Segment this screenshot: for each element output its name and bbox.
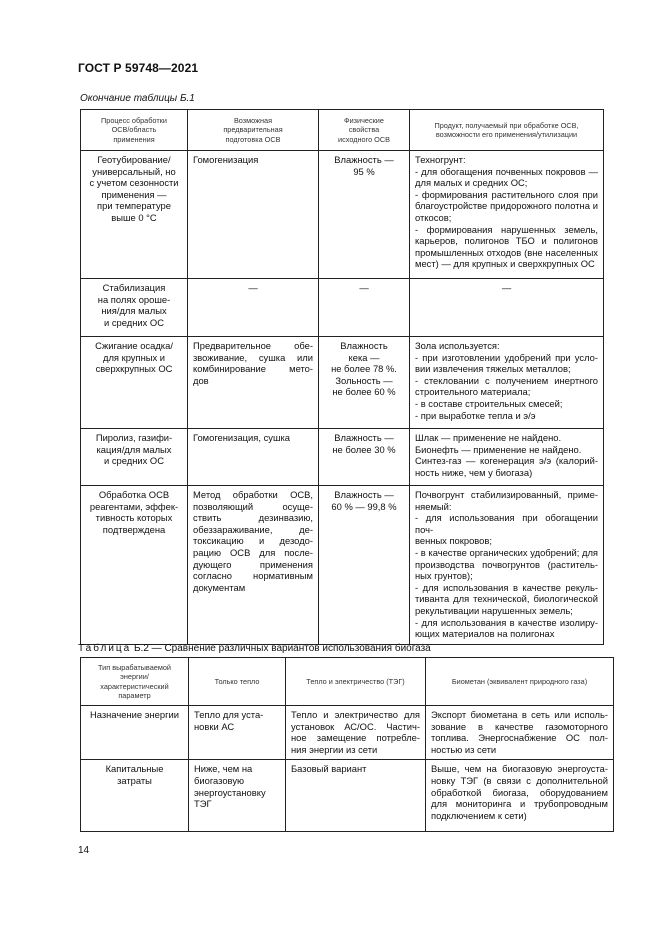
table-row <box>81 706 614 760</box>
cell-line: при температуре <box>97 200 171 212</box>
cell-line: - для использования в качестве рекуль- <box>415 581 598 593</box>
cell-line: не более 60 % <box>332 386 396 398</box>
cell-line: откосов; <box>415 211 452 223</box>
cell-line: тивность которых <box>95 512 173 524</box>
cell-product <box>410 486 604 645</box>
cell-line: Метод обработки ОСВ, <box>193 489 313 500</box>
cell-line: няемый: <box>415 500 452 512</box>
cell-preparation <box>188 337 319 429</box>
cell-preparation <box>188 429 319 486</box>
header-energy-type <box>81 658 189 706</box>
cell-process <box>81 486 188 645</box>
cell-line: для мониторинга и трубопроводным <box>431 798 608 810</box>
cell-line: Возможная <box>233 115 273 125</box>
cell-line: согласно нормативным <box>193 570 313 582</box>
cell-line: 60 % — 99,8 % <box>331 500 397 512</box>
cell-line: и средних ОС <box>104 316 164 328</box>
table-row <box>81 337 604 429</box>
cell-properties <box>319 429 410 486</box>
cell-line: сверхкрупных ОС <box>95 363 173 375</box>
cell-line: с учетом сезонности <box>89 177 179 189</box>
table2-header-row <box>81 658 614 706</box>
cell-line: мест) — для крупных и сверхкрупных ОС <box>415 258 595 270</box>
cell-line: карьеров, полигонов ТБО и полигонов <box>415 235 598 247</box>
cell-line: тиванта для технической, биологической <box>415 593 598 605</box>
cell-line: не более 78 %. <box>331 363 397 375</box>
cell-line: для малых и средних ОС; <box>415 177 528 189</box>
cell-line: новки АС <box>194 720 235 732</box>
cell-heat <box>189 706 286 760</box>
cell-line: установок АС/ОС. Частич- <box>291 720 420 732</box>
cell-line: - формирования нарушенных земель, <box>415 223 598 235</box>
cell-line: подтверждена <box>102 523 166 535</box>
cell-properties <box>319 486 410 645</box>
cell-line: благоустройстве придорожного полотна и <box>415 200 598 212</box>
cell-line: Влажность — <box>334 489 394 500</box>
table-row <box>81 760 614 832</box>
cell-product <box>410 337 604 429</box>
cell-line: биогазовую <box>194 774 245 786</box>
cell-line: Геотубирование/ <box>97 154 171 165</box>
cell-line: кека — <box>348 351 380 363</box>
cell-line: Физические <box>344 115 384 125</box>
cell-line: не более 30 % <box>332 443 396 455</box>
table2-caption-text: Б.2 — Сравнение различных вариантов использования биогаза <box>131 643 431 654</box>
cell-line: и средних ОС <box>104 455 164 467</box>
cell-line: реагентами, эффек- <box>89 500 179 512</box>
cell-line: обеззараживание, де- <box>193 523 313 535</box>
cell-line: — <box>248 282 258 293</box>
table-row <box>81 279 604 337</box>
cell-line: Влажность — <box>334 432 394 443</box>
cell-line: характеристический <box>100 681 169 691</box>
cell-line: ностью из сети <box>431 743 497 755</box>
cell-line: затраты <box>117 774 152 786</box>
cell-line: Зола используется: <box>415 340 500 351</box>
header-properties <box>319 110 410 151</box>
cell-line: топлива. Энергоснабжение ОС пол- <box>431 732 608 744</box>
cell-properties <box>319 151 410 279</box>
cell-line: Биометан (эквивалент природного газа) <box>451 676 588 686</box>
cell-line: кация/для малых <box>96 443 172 455</box>
cell-preparation <box>188 151 319 279</box>
table-b2 <box>80 657 614 832</box>
cell-line: дующего применения <box>193 558 313 570</box>
cell-line: Предварительное обе- <box>193 340 313 351</box>
cell-line: токсикацию и дезодо- <box>193 535 313 547</box>
cell-line: ное замещение потребле- <box>291 732 420 744</box>
cell-line: Выше, чем на биогазовую энергоуста- <box>431 763 608 775</box>
cell-line: Тепло для уста- <box>194 709 264 720</box>
cell-line: Обработка ОСВ <box>98 489 170 500</box>
cell-line: параметр <box>118 690 151 700</box>
cell-line: Тип вырабатываемой <box>98 662 171 672</box>
header-biomethane <box>426 658 614 706</box>
cell-line: Назначение энергии <box>90 709 179 720</box>
cell-heat <box>189 760 286 832</box>
cell-line: — <box>501 282 512 293</box>
cell-line: Экспорт биометана в сеть или исполь- <box>431 709 608 720</box>
cell-line: Гомогенизация <box>193 154 259 165</box>
cell-line: Бионефть — применение не найдено. <box>415 443 582 455</box>
cell-biomethane <box>426 760 614 832</box>
header-process <box>81 110 188 151</box>
cell-line: Влажность — <box>334 154 394 165</box>
cell-line: ния/для малых <box>101 305 167 317</box>
table1-header-row <box>81 110 604 151</box>
cell-process <box>81 337 188 429</box>
cell-process <box>81 279 188 337</box>
cell-line: 95 % <box>353 165 375 177</box>
cell-process <box>81 151 188 279</box>
cell-line: исходного ОСВ <box>338 134 390 144</box>
cell-line: ОСВ/область <box>111 125 157 135</box>
cell-line: Стабилизация <box>102 282 166 293</box>
cell-line: выше 0 °С <box>111 211 157 223</box>
cell-line: на полях ороше- <box>97 293 171 305</box>
page-number: 14 <box>78 845 90 856</box>
cell-line: для крупных и <box>102 351 166 363</box>
cell-properties <box>319 337 410 429</box>
cell-line: - при выработке тепла и э/э <box>415 409 536 421</box>
document-header: ГОСТ Р 59748—2021 <box>78 61 199 75</box>
cell-product <box>410 151 604 279</box>
header-heat-electricity <box>286 658 426 706</box>
cell-line: Синтез-газ — когенерация э/э (калорий- <box>415 455 598 467</box>
cell-line: дов <box>193 374 209 386</box>
cell-properties <box>319 279 410 337</box>
cell-preparation <box>188 279 319 337</box>
header-heat-only <box>189 658 286 706</box>
cell-line: Влажность <box>340 340 388 351</box>
cell-line: - при изготовлении удобрений при усло- <box>415 351 598 363</box>
cell-line: Шлак — применение не найдено. <box>415 432 562 443</box>
cell-line: Техногрунт: <box>415 154 466 165</box>
table2-caption <box>78 643 431 654</box>
cell-line: вии извлечения тяжелых металлов; <box>415 363 571 375</box>
cell-line: документам <box>193 581 246 593</box>
cell-line: ность ниже, чем у биогаза) <box>415 466 533 478</box>
cell-process <box>81 429 188 486</box>
table-row <box>81 429 604 486</box>
cell-line: рацию ОСВ для после- <box>193 546 313 558</box>
cell-line: Только тепло <box>214 676 260 686</box>
cell-line: - для использования в качестве изолиру- <box>415 616 598 628</box>
table-b1 <box>80 109 604 645</box>
cell-line: позволяющий осуще- <box>193 500 313 512</box>
cell-line: венных покровов; <box>415 535 492 547</box>
cell-biomethane <box>426 706 614 760</box>
cell-line: Тепло и электричество (ТЭГ) <box>306 676 405 686</box>
cell-line: применения <box>113 134 155 144</box>
cell-line: энергоустановку <box>194 786 266 798</box>
cell-line: - формирования растительного слоя при <box>415 188 598 200</box>
cell-line: звоживание, сушка или <box>193 351 313 363</box>
cell-line: Базовый вариант <box>291 763 367 775</box>
cell-param <box>81 760 189 832</box>
cell-line: рекультивации нарушенных земель; <box>415 604 573 616</box>
cell-line: ния энергии из сети <box>291 743 378 755</box>
cell-line: строительного материала; <box>415 386 531 398</box>
cell-product <box>410 429 604 486</box>
cell-line: Почвогрунт стабилизированный, приме- <box>415 489 598 500</box>
cell-line: комбинирование мето- <box>193 363 313 375</box>
cell-line: - в качестве органических удобрений; для <box>415 546 598 558</box>
cell-line: - стекловании с получением инертного <box>415 374 598 386</box>
table2-caption-prefix: Таблица <box>78 643 132 654</box>
cell-line: Сжигание осадка/ <box>95 340 173 351</box>
cell-preparation <box>188 486 319 645</box>
cell-line: Ниже, чем на <box>194 763 253 775</box>
cell-chp <box>286 760 426 832</box>
header-preparation <box>188 110 319 151</box>
cell-line: Пиролиз, газифи- <box>95 432 173 443</box>
cell-line: ствить дезинвазию, <box>193 512 313 524</box>
table-row <box>81 486 604 645</box>
cell-line: Процесс обработки <box>101 115 167 125</box>
table1-caption: Окончание таблицы Б.1 <box>80 93 195 104</box>
cell-line: универсальный, но <box>92 165 176 177</box>
cell-line: Зольность — <box>335 374 393 386</box>
cell-line: ющих материалов на полигонах <box>415 628 555 640</box>
cell-line: ТЭГ <box>194 798 212 810</box>
cell-line: энергии/ <box>120 672 149 682</box>
cell-line: - для использования при обогащении поч- <box>415 512 598 535</box>
cell-line: применения — <box>101 188 167 200</box>
cell-line: Продукт, получаемый при обработке ОСВ, <box>434 120 579 130</box>
cell-line: Тепло и электричество для <box>291 709 420 720</box>
cell-line: обработкой биогаза, оборудованием <box>431 786 608 798</box>
cell-line: Гомогенизация, сушка <box>193 432 290 443</box>
cell-line: - для обогащения почвенных покровов — <box>415 165 598 177</box>
cell-line: — <box>359 282 369 293</box>
cell-line: ных грунтов); <box>415 570 473 582</box>
cell-param <box>81 706 189 760</box>
cell-chp <box>286 706 426 760</box>
header-product <box>410 110 604 151</box>
cell-line: промышленных отходов (вне населенных <box>415 246 598 258</box>
cell-line: производства почвогрунтов (раститель- <box>415 558 598 570</box>
table-row <box>81 151 604 279</box>
cell-line: свойства <box>348 125 380 135</box>
cell-line: - в составе строительных смесей; <box>415 397 563 409</box>
cell-product <box>410 279 604 337</box>
cell-line: Капитальные <box>105 763 164 775</box>
cell-line: возможности его применения/утилизации <box>435 130 578 139</box>
cell-line: подготовка ОСВ <box>225 134 281 144</box>
cell-line: предварительная <box>223 125 283 135</box>
cell-line: новку ТЭГ (в связи с дополнительной <box>431 774 608 786</box>
cell-line: подключением к сети) <box>431 809 527 821</box>
cell-line: зование в качестве газомоторного <box>431 720 608 732</box>
